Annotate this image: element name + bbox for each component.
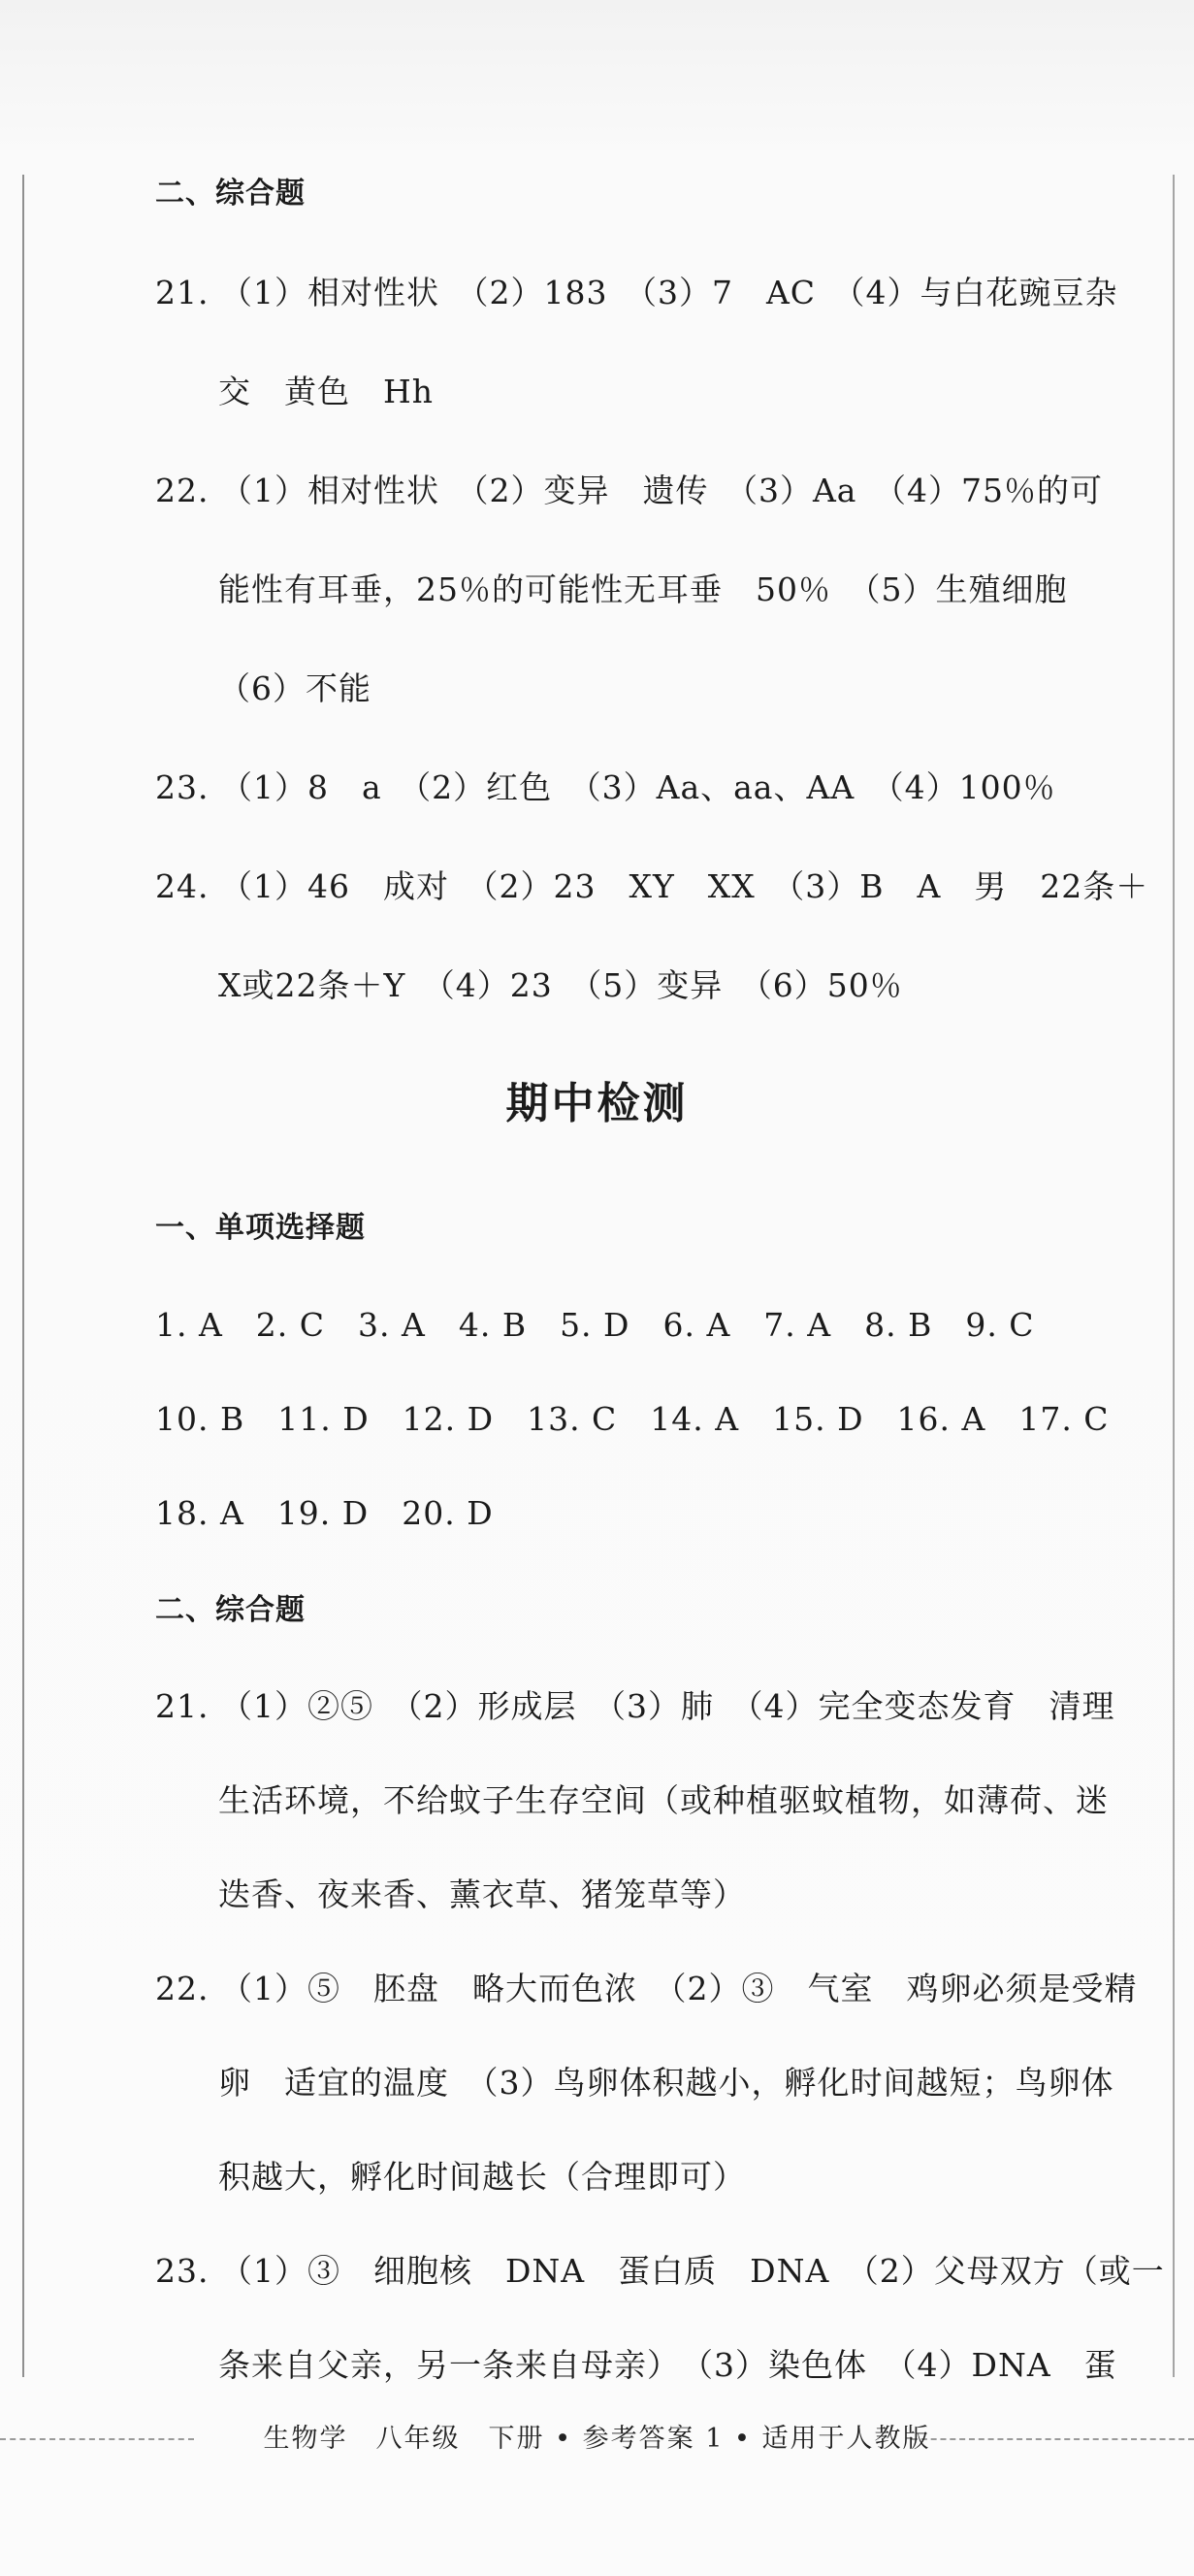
answer-line: X或22条＋Y （4）23 （5）变异 （6）50％ — [218, 966, 903, 1004]
section-heading-comprehensive-midterm: 二、综合题 — [155, 1593, 306, 1627]
answer-line: 积越大，孵化时间越长（合理即可） — [218, 2158, 746, 2196]
answer-line: 生活环境，不给蚊子生存空间（或种植驱蚊植物，如薄荷、迷 — [218, 1781, 1109, 1819]
answer-line: 迭香、夜来香、薰衣草、猪笼草等） — [218, 1875, 746, 1913]
answer-line: 条来自父亲，另一条来自母亲） （3）染色体 （4）DNA 蛋 — [218, 2346, 1117, 2384]
answer-line: 卵 适宜的温度 （3）鸟卵体积越小，孵化时间越短；鸟卵体 — [218, 2064, 1114, 2102]
midterm-title: 期中检测 — [505, 1079, 689, 1128]
answer-line: 能性有耳垂，25％的可能性无耳垂 50％ （5）生殖细胞 — [218, 571, 1068, 608]
answer-line: 23. （1）8 a （2）红色 （3）Aa、aa、AA （4）100％ — [155, 768, 1056, 806]
answer-line: 21. （1）②⑤ （2）形成层 （3）肺 （4）完全变态发育 清理 — [155, 1687, 1115, 1725]
right-margin-rule — [1173, 175, 1175, 2377]
choice-answers-line: 10. B 11. D 12. D 13. C 14. A 15. D 16. A 17. C — [155, 1400, 1110, 1438]
answer-line: 交 黄色 Hh — [218, 373, 435, 410]
answer-line: 22. （1）⑤ 胚盘 略大而色浓 （2）③ 气室 鸡卵必须是受精 — [155, 1970, 1138, 2007]
answer-line: 24. （1）46 成对 （2）23 XY XX （3）B A 男 22条＋ — [155, 867, 1149, 905]
left-margin-rule — [22, 175, 24, 2377]
choice-answers-line: 1. A 2. C 3. A 4. B 5. D 6. A 7. A 8. B 9. C — [155, 1306, 1035, 1344]
answer-line: 22. （1）相对性状 （2）变异 遗传 （3）Aa （4）75％的可 — [155, 472, 1103, 509]
answer-line: 23. （1）③ 细胞核 DNA 蛋白质 DNA （2）父母双方（或一 — [155, 2252, 1165, 2290]
section-heading-single-choice: 一、单项选择题 — [155, 1211, 366, 1245]
answer-line: （6）不能 — [218, 669, 371, 707]
section-heading-comprehensive: 二、综合题 — [155, 177, 306, 211]
page-footer: 生物学 八年级 下册 • 参考答案 1 • 适用于人教版 — [263, 2424, 931, 2454]
choice-answers-line: 18. A 19. D 20. D — [155, 1494, 494, 1532]
answer-line: 21. （1）相对性状 （2）183 （3）7 AC （4）与白花豌豆杂 — [155, 274, 1118, 311]
